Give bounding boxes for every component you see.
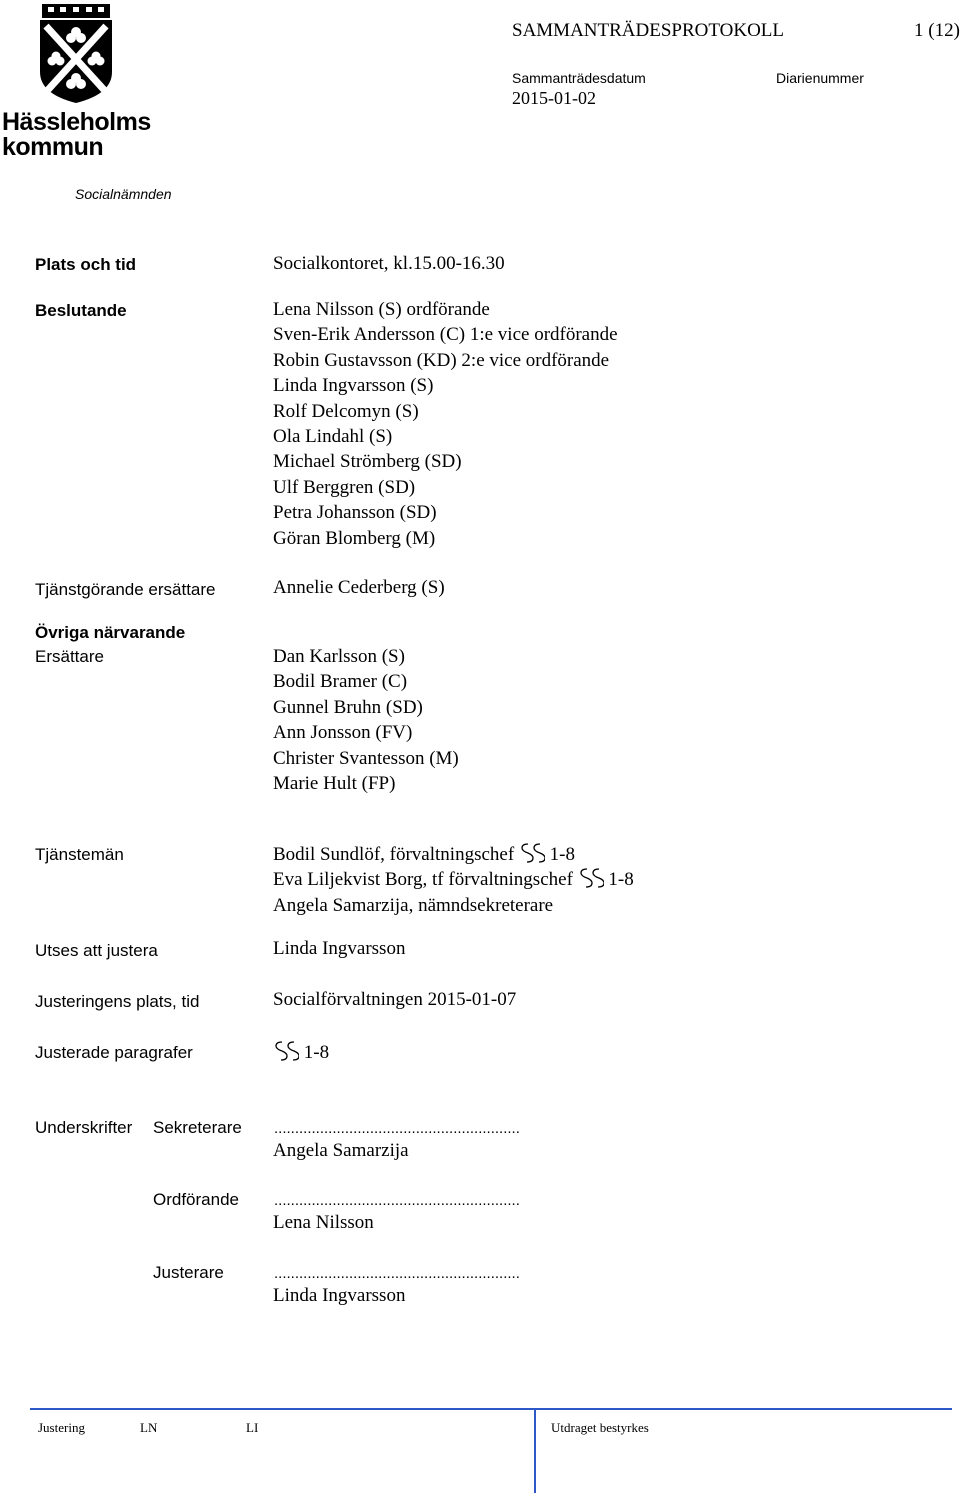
meeting-date: 2015-01-02 bbox=[512, 88, 596, 108]
official-paragraphs: 1-8 bbox=[608, 869, 634, 891]
serving-substitutes-label: Tjänstgörande ersättare bbox=[35, 580, 216, 599]
meeting-date-label: Sammanträdesdatum bbox=[512, 70, 646, 86]
paragraph-sign-icon bbox=[519, 842, 545, 864]
official-row bbox=[273, 867, 634, 892]
list-item: Linda Ingvarsson (S) bbox=[273, 375, 434, 397]
footer-certified: Utdraget bestyrkes bbox=[551, 1420, 649, 1435]
serving-substitute: Annelie Cederberg (S) bbox=[273, 577, 445, 598]
logo-line2: kommun bbox=[2, 133, 104, 161]
signature-role: Sekreterare bbox=[153, 1118, 242, 1137]
signature-name: Angela Samarzija bbox=[273, 1140, 409, 1161]
signature-line: ........................................................... bbox=[274, 1265, 520, 1282]
list-item: Ann Jonsson (FV) bbox=[273, 722, 413, 744]
substitutes-list bbox=[273, 644, 459, 796]
adjustment-place-value: Socialförvaltningen 2015-01-07 bbox=[273, 989, 517, 1010]
adjusted-paragraphs-label: Justerade paragrafer bbox=[35, 1043, 193, 1062]
list-item: Bodil Bramer (C) bbox=[273, 671, 408, 693]
list-item: Sven-Erik Andersson (C) 1:e vice ordförande bbox=[273, 324, 618, 346]
signature-role: Justerare bbox=[153, 1263, 224, 1282]
list-item: Robin Gustavsson (KD) 2:e vice ordförande bbox=[273, 349, 610, 371]
footer-justering: Justering bbox=[38, 1420, 85, 1435]
official-name: Eva Liljekvist Borg, tf förvaltningschef bbox=[273, 869, 573, 891]
municipality-logo bbox=[0, 0, 160, 160]
official-row bbox=[273, 842, 634, 867]
adjusted-paragraphs-number: 1-8 bbox=[303, 1042, 330, 1063]
signature-role: Ordförande bbox=[153, 1190, 239, 1209]
signature-name: Lena Nilsson bbox=[273, 1212, 374, 1233]
place-time-label: Plats och tid bbox=[35, 255, 137, 274]
coat-of-arms-icon bbox=[36, 2, 116, 104]
logo-line1: Hässleholms bbox=[2, 108, 151, 136]
signature-line: ........................................................... bbox=[274, 1120, 520, 1137]
list-item: Rolf Delcomyn (S) bbox=[273, 400, 419, 422]
logo-text bbox=[2, 110, 151, 160]
document-title: SAMMANTRÄDESPROTOKOLL bbox=[512, 20, 785, 41]
paragraph-sign-icon bbox=[273, 1040, 299, 1062]
list-item: Göran Blomberg (M) bbox=[273, 527, 436, 549]
list-item: Ola Lindahl (S) bbox=[273, 426, 393, 448]
list-item: Christer Svantesson (M) bbox=[273, 747, 459, 769]
list-item: Lena Nilsson (S) ordförande bbox=[273, 299, 490, 320]
official-name: Bodil Sundlöf, förvaltningschef bbox=[273, 844, 515, 865]
adjustment-place-label: Justeringens plats, tid bbox=[35, 992, 200, 1011]
officials-list bbox=[273, 842, 634, 918]
deciding-list bbox=[273, 297, 618, 551]
signature-line: ........................................................... bbox=[274, 1192, 520, 1209]
list-item: Marie Hult (FP) bbox=[273, 773, 396, 795]
footer-divider bbox=[30, 1408, 952, 1410]
others-present-label: Övriga närvarande bbox=[35, 623, 186, 642]
department-name: Socialnämnden bbox=[75, 186, 172, 202]
official-row bbox=[273, 893, 634, 918]
list-item: Dan Karlsson (S) bbox=[273, 646, 405, 667]
page-number: 1 (12) bbox=[914, 20, 960, 41]
registry-number-label: Diarienummer bbox=[776, 70, 864, 86]
list-item: Gunnel Bruhn (SD) bbox=[273, 696, 423, 718]
official-paragraphs: 1-8 bbox=[549, 844, 575, 865]
list-item: Petra Johansson (SD) bbox=[273, 502, 437, 524]
footer-divider-vertical bbox=[534, 1408, 536, 1493]
deciding-label: Beslutande bbox=[35, 301, 127, 320]
official-name: Angela Samarzija, nämndsekreterare bbox=[273, 894, 554, 916]
paragraph-sign-icon bbox=[578, 867, 604, 889]
list-item: Michael Strömberg (SD) bbox=[273, 451, 462, 473]
adjuster-value: Linda Ingvarsson bbox=[273, 938, 406, 959]
adjusted-paragraphs-value bbox=[273, 1040, 329, 1064]
officials-label: Tjänstemän bbox=[35, 845, 124, 864]
list-item: Ulf Berggren (SD) bbox=[273, 476, 416, 498]
adjuster-label: Utses att justera bbox=[35, 941, 158, 960]
footer-initials-li: LI bbox=[246, 1420, 259, 1435]
place-time-value: Socialkontoret, kl.15.00-16.30 bbox=[273, 253, 505, 274]
signature-name: Linda Ingvarsson bbox=[273, 1285, 406, 1306]
footer-initials-ln: LN bbox=[140, 1420, 158, 1435]
substitutes-label: Ersättare bbox=[35, 647, 104, 666]
signatures-label: Underskrifter bbox=[35, 1118, 133, 1137]
